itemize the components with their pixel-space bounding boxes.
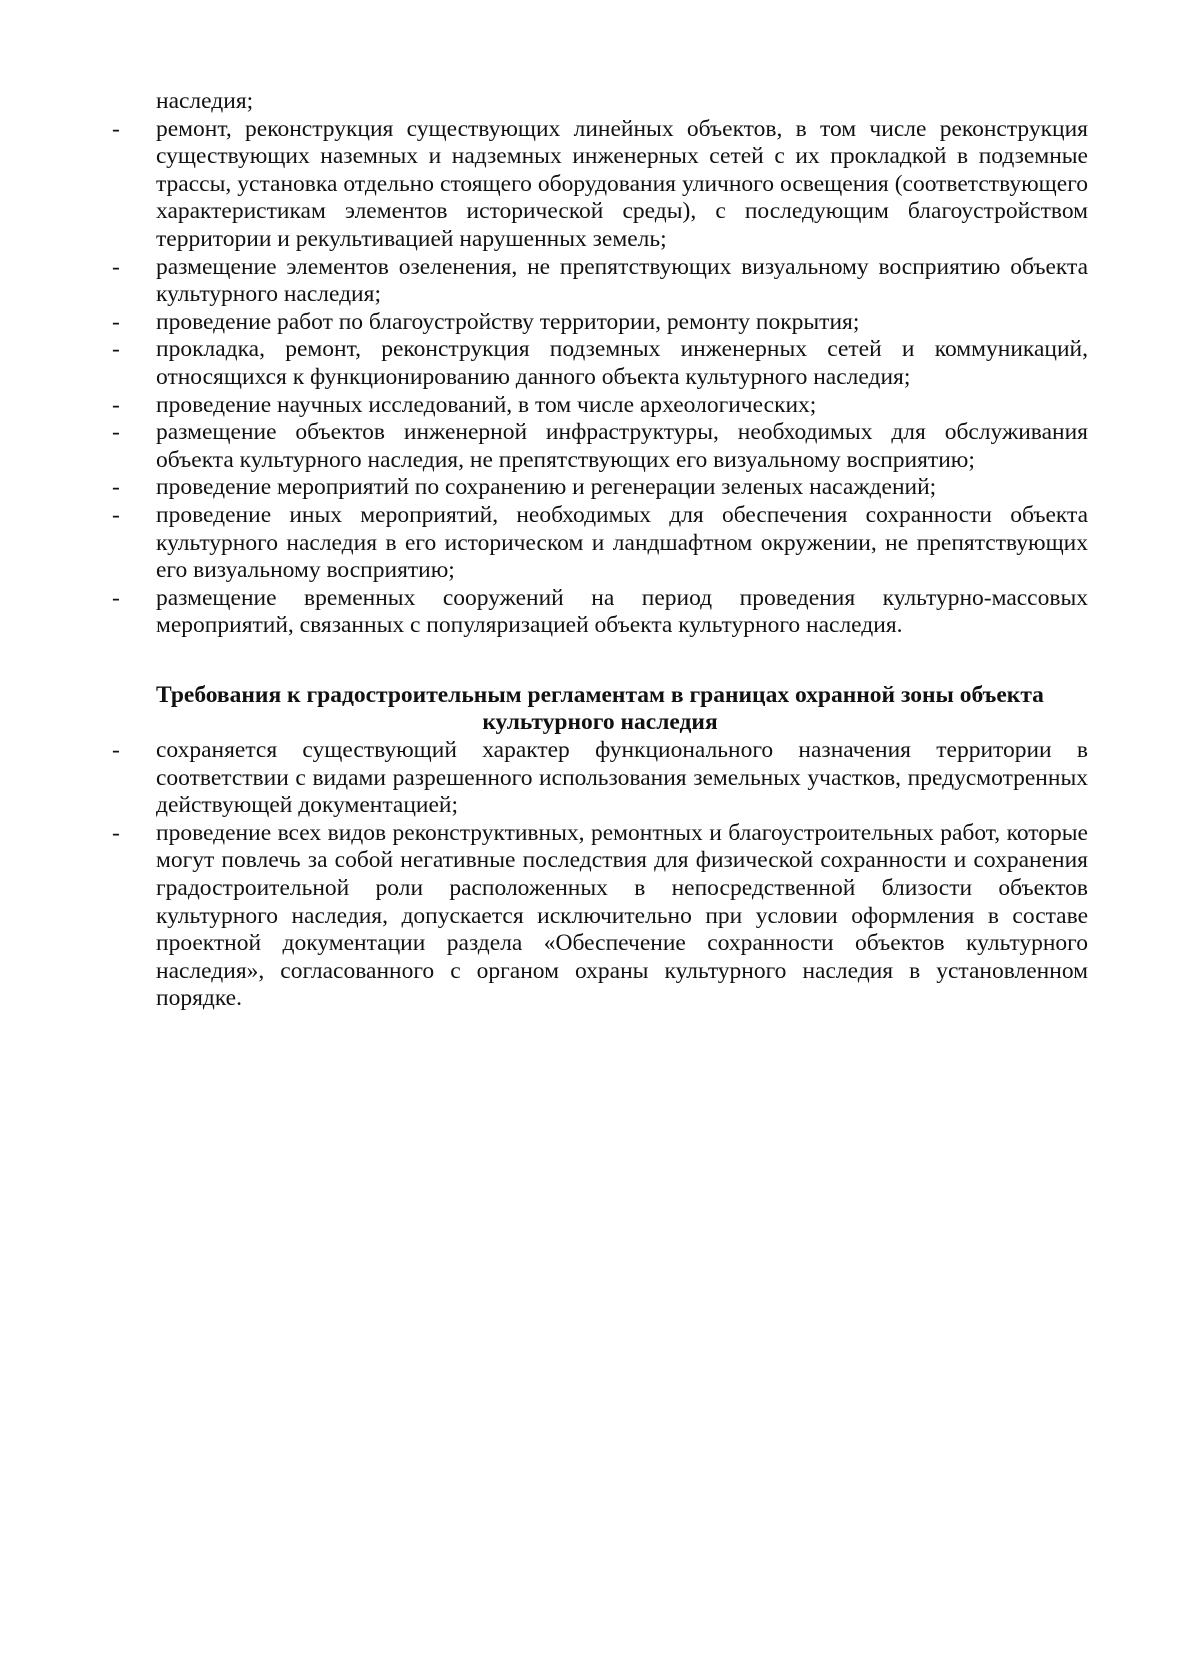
dash-marker: - <box>112 584 120 611</box>
list-item-text: проведение научных исследований, в том числе археологических; <box>156 391 817 418</box>
list-item <box>112 820 1088 1013</box>
permitted-works-list <box>112 116 1088 640</box>
dash-marker: - <box>112 819 120 846</box>
list-item-text: размещение временных сооружений на период проведения культурно-массовых мероприятий, связанных с популяризацией объекта культурного наследия. <box>156 584 1088 639</box>
dash-marker: - <box>112 391 120 418</box>
list-item <box>112 585 1088 640</box>
dash-marker: - <box>112 253 120 280</box>
continuation-text: наследия; <box>156 88 254 114</box>
list-item <box>112 737 1088 820</box>
dash-marker: - <box>112 737 120 764</box>
dash-marker: - <box>112 474 120 501</box>
list-item <box>112 254 1088 309</box>
dash-marker: - <box>112 308 120 335</box>
list-item-text: проведение мероприятий по сохранению и регенерации зеленых насаждений; <box>156 474 937 501</box>
list-item-text: ремонт, реконструкция существующих линейных объектов, в том числе реконструкция существующих наземных и надземных инженерных сетей с их прокладкой в подземные трассы, установка отдельно стоящего оборудования уличного освещения (соответствующего характеристикам элементов исторической среды), с последующим благоустройством территории и рекультивацией нарушенных земель; <box>156 115 1088 252</box>
list-item <box>112 309 1088 337</box>
list-item <box>112 502 1088 585</box>
section-heading: Требования к градостроительным регламентам в границах охранной зоны объекта культурного наследия <box>156 681 1044 736</box>
dash-marker: - <box>112 419 120 446</box>
list-item-text: прокладка, ремонт, реконструкция подземных инженерных сетей и коммуникаций, относящихся к функционированию данного объекта культурного наследия; <box>156 336 1088 390</box>
list-item <box>112 392 1088 420</box>
document-body <box>112 88 1088 1013</box>
list-item <box>112 419 1088 474</box>
list-item <box>112 336 1088 391</box>
list-item-text: проведение всех видов реконструктивных, ремонтных и благоустроительных работ, которые могут повлечь за собой негативные последствия для физической сохранности и сохранения градостроительной роли расположенных в непосредственной близости объектов культурного наследия, допускается исключительно при условии оформления в составе проектной документации раздела «Обеспечение сохранности объектов культурного наследия», согласованного с органом охраны культурного наследия в установленном порядке. <box>156 819 1088 1012</box>
list-item <box>112 116 1088 254</box>
requirements-list <box>112 737 1088 1013</box>
list-item-text: проведение иных мероприятий, необходимых для обеспечения сохранности объекта культурного наследия в его историческом и ландшафтном окружении, не препятствующих его визуальному восприятию; <box>156 501 1088 584</box>
list-item-text: проведение работ по благоустройству территории, ремонту покрытия; <box>156 308 860 335</box>
list-item-text: размещение элементов озеленения, не препятствующих визуальному восприятию объекта культурного наследия; <box>156 253 1088 308</box>
list-item <box>112 474 1088 502</box>
list-item-text: сохраняется существующий характер функционального назначения территории в соответствии с видами разрешенного использования земельных участков, предусмотренных действующей документацией; <box>156 737 1088 819</box>
dash-marker: - <box>112 501 120 528</box>
list-item-text: размещение объектов инженерной инфраструктуры, необходимых для обслуживания объекта культурного наследия, не препятствующих его визуальному восприятию; <box>156 419 1088 473</box>
dash-marker: - <box>112 336 120 363</box>
dash-marker: - <box>112 115 120 142</box>
